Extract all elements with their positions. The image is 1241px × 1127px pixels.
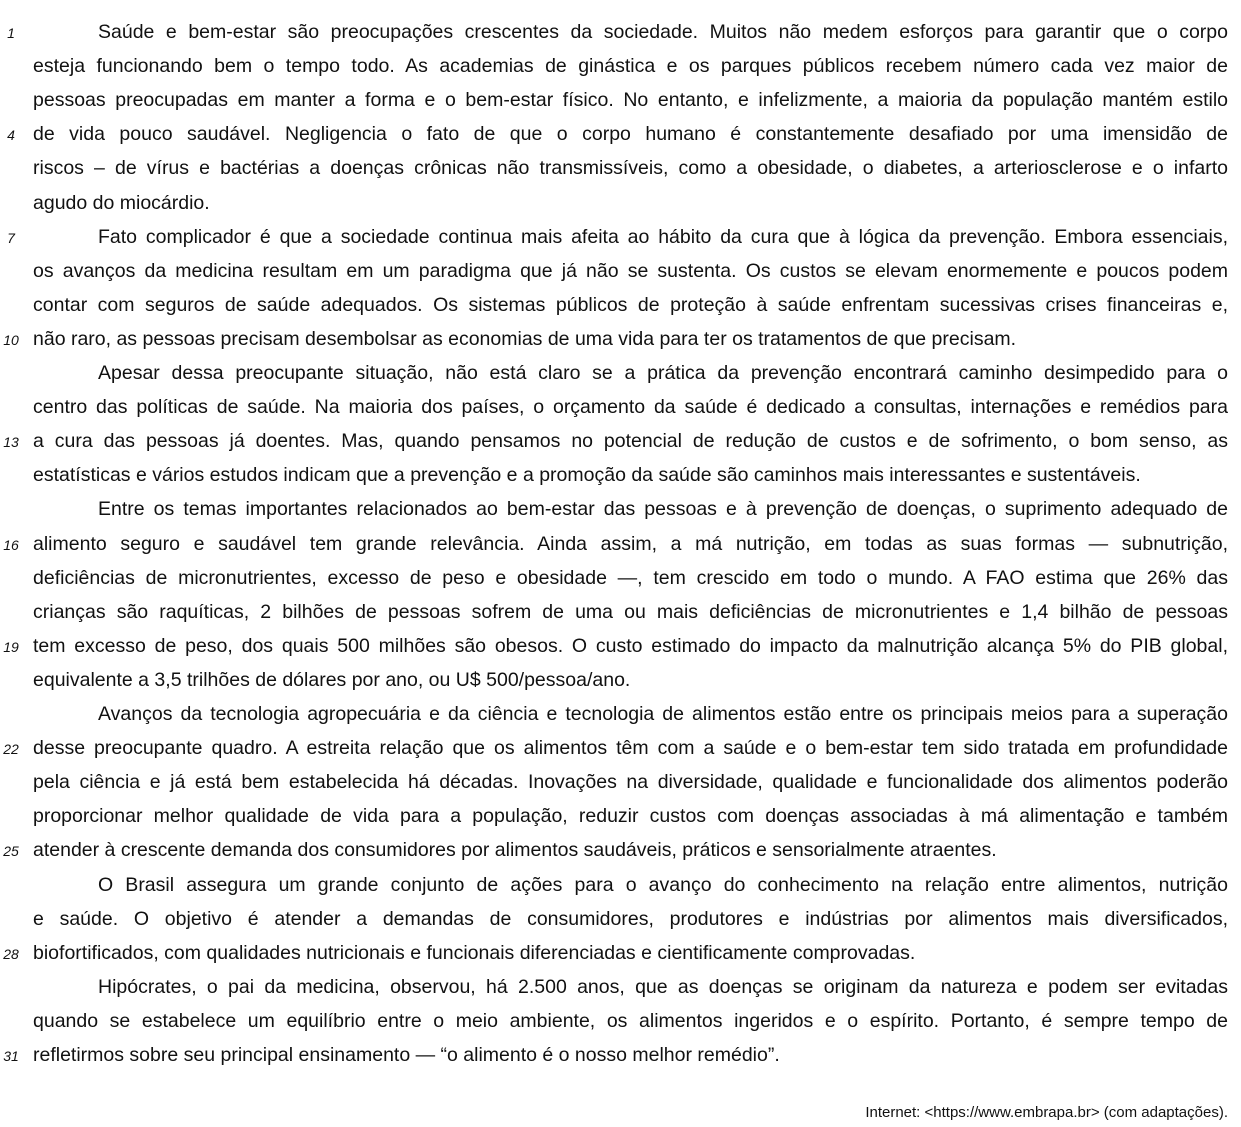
- source-citation: Internet: <https://www.embrapa.br> (com adaptações).: [865, 1104, 1228, 1121]
- text-line: Apesar dessa preocupante situação, não está claro se a prática da prevenção encontrará caminho desimpedido para o: [98, 362, 1228, 384]
- text-line: Avanços da tecnologia agropecuária e da ciência e tecnologia de alimentos estão entre os principais meios para a superação: [98, 703, 1228, 725]
- text-line: estatísticas e vários estudos indicam que a prevenção e a promoção da saúde são caminhos mais interessantes e sustentáveis.: [33, 464, 1141, 487]
- text-line: agudo do miocárdio.: [33, 191, 210, 214]
- text-line: biofortificados, com qualidades nutricionais e funcionais diferenciadas e cientificamente comprovadas.: [33, 941, 916, 964]
- line-number: 19: [3, 638, 19, 655]
- text-line: Fato complicador é que a sociedade continua mais afeita ao hábito da cura que à lógica da prevenção. Embora essenciais,: [98, 225, 1228, 248]
- text-line: refletirmos sobre seu principal ensinamento — “o alimento é o nosso melhor remédio”.: [33, 1044, 780, 1066]
- text-line: a cura das pessoas já doentes. Mas, quando pensamos no potencial de redução de custos e de sofrimento, o bom senso, as: [33, 430, 1228, 453]
- text-line: os avanços da medicina resultam em um paradigma que já não se sustenta. Os custos se elevam enormemente e poucos podem: [33, 259, 1228, 282]
- text-line: esteja funcionando bem o tempo todo. As academias de ginástica e os parques públicos recebem número cada vez maior de: [33, 55, 1228, 78]
- line-number: 31: [3, 1048, 19, 1064]
- text-line: contar com seguros de saúde adequados. Os sistemas públicos de proteção à saúde enfrentam sucessivas crises financeiras e,: [33, 293, 1228, 316]
- text-line: crianças são raquíticas, 2 bilhões de pessoas sofrem de uma ou mais deficiências de micronutrientes e 1,4 bilhão de pessoas: [33, 600, 1228, 623]
- line-number: 10: [3, 331, 19, 348]
- line-number: 28: [3, 945, 19, 962]
- text-line: centro das políticas de saúde. Na maioria dos países, o orçamento da saúde é dedicado a consultas, internações e remédios para: [33, 396, 1228, 419]
- text-line: pessoas preocupadas em manter a forma e o bem-estar físico. No entanto, e infelizmente, a maioria da população mantém estilo: [33, 89, 1228, 112]
- line-number: 22: [3, 741, 19, 758]
- text-line: Saúde e bem-estar são preocupações crescentes da sociedade. Muitos não medem esforços para garantir que o corpo: [98, 21, 1228, 43]
- text-line: desse preocupante quadro. A estreita relação que os alimentos têm com a saúde e o bem-estar tem sido tratada em profundidade: [33, 737, 1228, 760]
- line-number: 13: [3, 434, 19, 451]
- line-number: 7: [7, 229, 15, 246]
- line-number: 16: [3, 536, 19, 553]
- text-line: atender à crescente demanda dos consumidores por alimentos saudáveis, práticos e sensorialmente atraentes.: [33, 839, 997, 862]
- text-line: não raro, as pessoas precisam desembolsar as economias de uma vida para ter os tratamentos de que precisam.: [33, 327, 1017, 350]
- text-line: equivalente a 3,5 trilhões de dólares por ano, ou U$ 500/pessoa/ano.: [33, 668, 631, 691]
- text-line: Hipócrates, o pai da medicina, observou, há 2.500 anos, que as doenças se originam da natureza e podem ser evitadas: [98, 975, 1228, 998]
- line-number: 25: [3, 843, 19, 860]
- text-line: proporcionar melhor qualidade de vida para a população, reduzir custos com doenças associadas à má alimentação e também: [33, 805, 1228, 828]
- line-number: 4: [7, 127, 15, 144]
- text-line: e saúde. O objetivo é atender a demandas de consumidores, produtores e indústrias por alimentos mais diversificados,: [33, 907, 1228, 930]
- line-number: 1: [7, 25, 15, 41]
- text-line: riscos – de vírus e bactérias a doenças crônicas não transmissíveis, como a obesidade, o diabetes, a arteriosclerose e o infarto: [33, 157, 1228, 180]
- text-line: tem excesso de peso, dos quais 500 milhões são obesos. O custo estimado do impacto da malnutrição alcança 5% do PIB global,: [33, 634, 1228, 657]
- text-line: O Brasil assegura um grande conjunto de ações para o avanço do conhecimento na relação entre alimentos, nutrição: [98, 873, 1228, 896]
- text-line: de vida pouco saudável. Negligencia o fato de que o corpo humano é constantemente desafiado por uma imensidão de: [33, 123, 1228, 146]
- text-line: deficiências de micronutrientes, excesso de peso e obesidade —, tem crescido em todo o mundo. A FAO estima que 26% das: [33, 566, 1228, 589]
- text-line: quando se estabelece um equilíbrio entre o meio ambiente, os alimentos ingeridos e o espírito. Portanto, é sempre tempo de: [33, 1009, 1228, 1032]
- text-line: alimento seguro e saudável tem grande relevância. Ainda assim, a má nutrição, em todas as suas formas — subnutrição,: [33, 532, 1228, 555]
- text-line: Entre os temas importantes relacionados ao bem-estar das pessoas e à prevenção de doenças, o suprimento adequado de: [98, 498, 1228, 521]
- text-line: pela ciência e já está bem estabelecida há décadas. Inovações na diversidade, qualidade e funcionalidade dos alimentos poderão: [33, 771, 1228, 794]
